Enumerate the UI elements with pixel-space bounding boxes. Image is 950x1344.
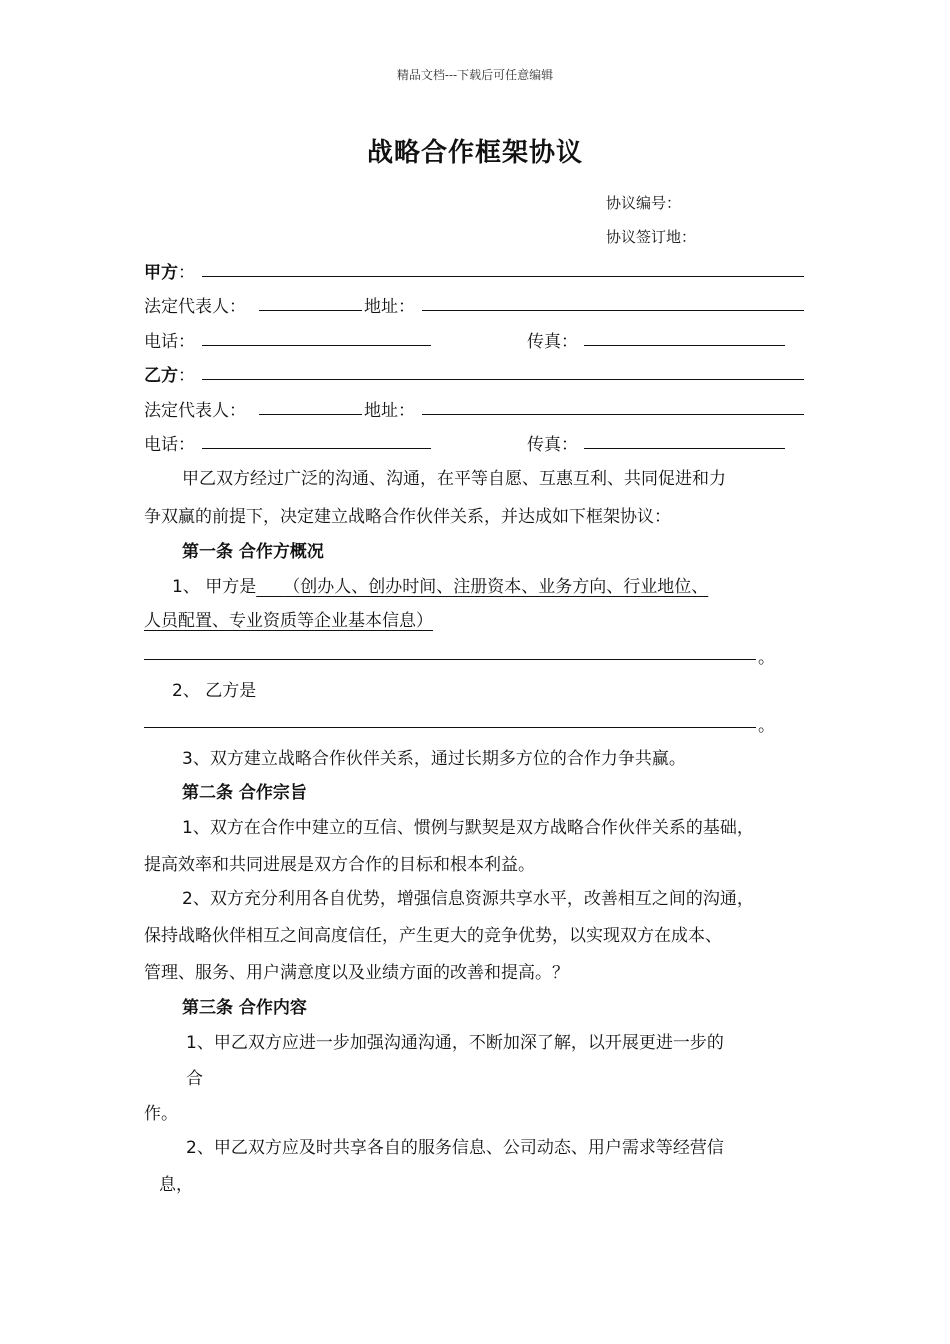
article-2-p1-line-2: 提高效率和共同进展是双方合作的目标和根本利益。	[144, 855, 535, 875]
party-a-rep-field[interactable]	[259, 310, 362, 311]
party-b-fax-label: 传真：	[527, 435, 578, 455]
article-1-item-3: 3、双方建立战略合作伙伴关系，通过长期多方位的合作力争共赢。	[182, 749, 686, 769]
party-b-row	[144, 361, 195, 386]
item-1-desc-line-2: 人员配置、专业资质等企业基本信息）	[144, 611, 433, 631]
party-a-name-field[interactable]	[202, 276, 804, 277]
page-header-watermark: 精品文档---下载后可任意编辑	[396, 68, 554, 82]
article-3-p1-line-1: 1、甲乙双方应进一步加强沟通沟通，不断加深了解，以开展更进一步的	[186, 1033, 724, 1053]
intro-line-2: 争双赢的前提下，决定建立战略合作伙伴关系，并达成如下框架协议：	[144, 507, 671, 527]
article-1-heading: 第一条 合作方概况	[182, 542, 324, 562]
article-3-heading: 第三条 合作内容	[182, 998, 307, 1018]
party-a-colon: ：	[178, 263, 195, 283]
party-a-row	[144, 258, 195, 283]
party-a-phone-label: 电话：	[144, 332, 195, 352]
article-3-p1-line-3: 作。	[144, 1104, 178, 1124]
party-b-addr-label: 地址：	[364, 401, 415, 421]
article-3-p2-line-1: 2、甲乙双方应及时共享各自的服务信息、公司动态、用户需求等经营信	[186, 1138, 724, 1158]
item-1-desc-line-1-text: （创办人、创办时间、注册资本、业务方向、行业地位、	[283, 577, 709, 597]
article-2-p2-line-3: 管理、服务、用户满意度以及业绩方面的改善和提高。？	[144, 963, 569, 983]
party-b-rep-label: 法定代表人：	[144, 401, 246, 421]
article-2-p1-line-1: 1、双方在合作中建立的互信、惯例与默契是双方战略合作伙伴关系的基础，	[182, 818, 754, 838]
party-a-phone-field[interactable]	[202, 345, 431, 346]
party-b-phone-label: 电话：	[144, 435, 195, 455]
intro-line-1: 甲乙双方经过广泛的沟通、沟通，在平等自愿、互惠互利、共同促进和力	[182, 469, 726, 489]
article-2-p2-line-1: 2、双方充分利用各自优势，增强信息资源共享水平，改善相互之间的沟通，	[182, 889, 754, 909]
party-b-fax-field[interactable]	[584, 448, 785, 449]
article-2-p2-line-2: 保持战略伙伴相互之间高度信任，产生更大的竞争优势，以实现双方在成本、	[144, 926, 722, 946]
party-a-fax-field[interactable]	[584, 345, 785, 346]
party-b-addr-field[interactable]	[422, 414, 804, 415]
article-2-heading: 第二条 合作宗旨	[182, 783, 307, 803]
party-a-rep-label: 法定代表人：	[144, 297, 246, 317]
item-1-desc-line-1	[256, 577, 708, 597]
party-a-fax-label: 传真：	[527, 332, 578, 352]
article-1-item-1	[172, 572, 708, 597]
party-b-label: 乙方	[144, 366, 178, 386]
party-a-addr-label: 地址：	[364, 297, 415, 317]
article-3-p2-line-2: 息，	[159, 1175, 193, 1195]
article-1-item-2: 2、 乙方是	[172, 681, 257, 701]
item-2-period: 。	[758, 716, 775, 736]
signing-place-label: 协议签订地：	[606, 228, 697, 246]
item-1-period: 。	[758, 648, 775, 668]
party-a-profile-field[interactable]	[144, 659, 756, 660]
document-title: 战略合作框架协议	[366, 138, 583, 168]
party-b-phone-field[interactable]	[202, 448, 431, 449]
party-a-label: 甲方	[144, 263, 178, 283]
agreement-number-label: 协议编号：	[606, 194, 682, 212]
party-b-rep-field[interactable]	[259, 414, 362, 415]
party-b-profile-field[interactable]	[144, 727, 756, 728]
party-a-addr-field[interactable]	[422, 310, 804, 311]
party-b-name-field[interactable]	[202, 379, 804, 380]
item-1-prefix: 1、 甲方是	[172, 577, 257, 597]
article-3-p1-line-2: 合	[186, 1069, 203, 1089]
party-b-colon: ：	[178, 366, 195, 386]
